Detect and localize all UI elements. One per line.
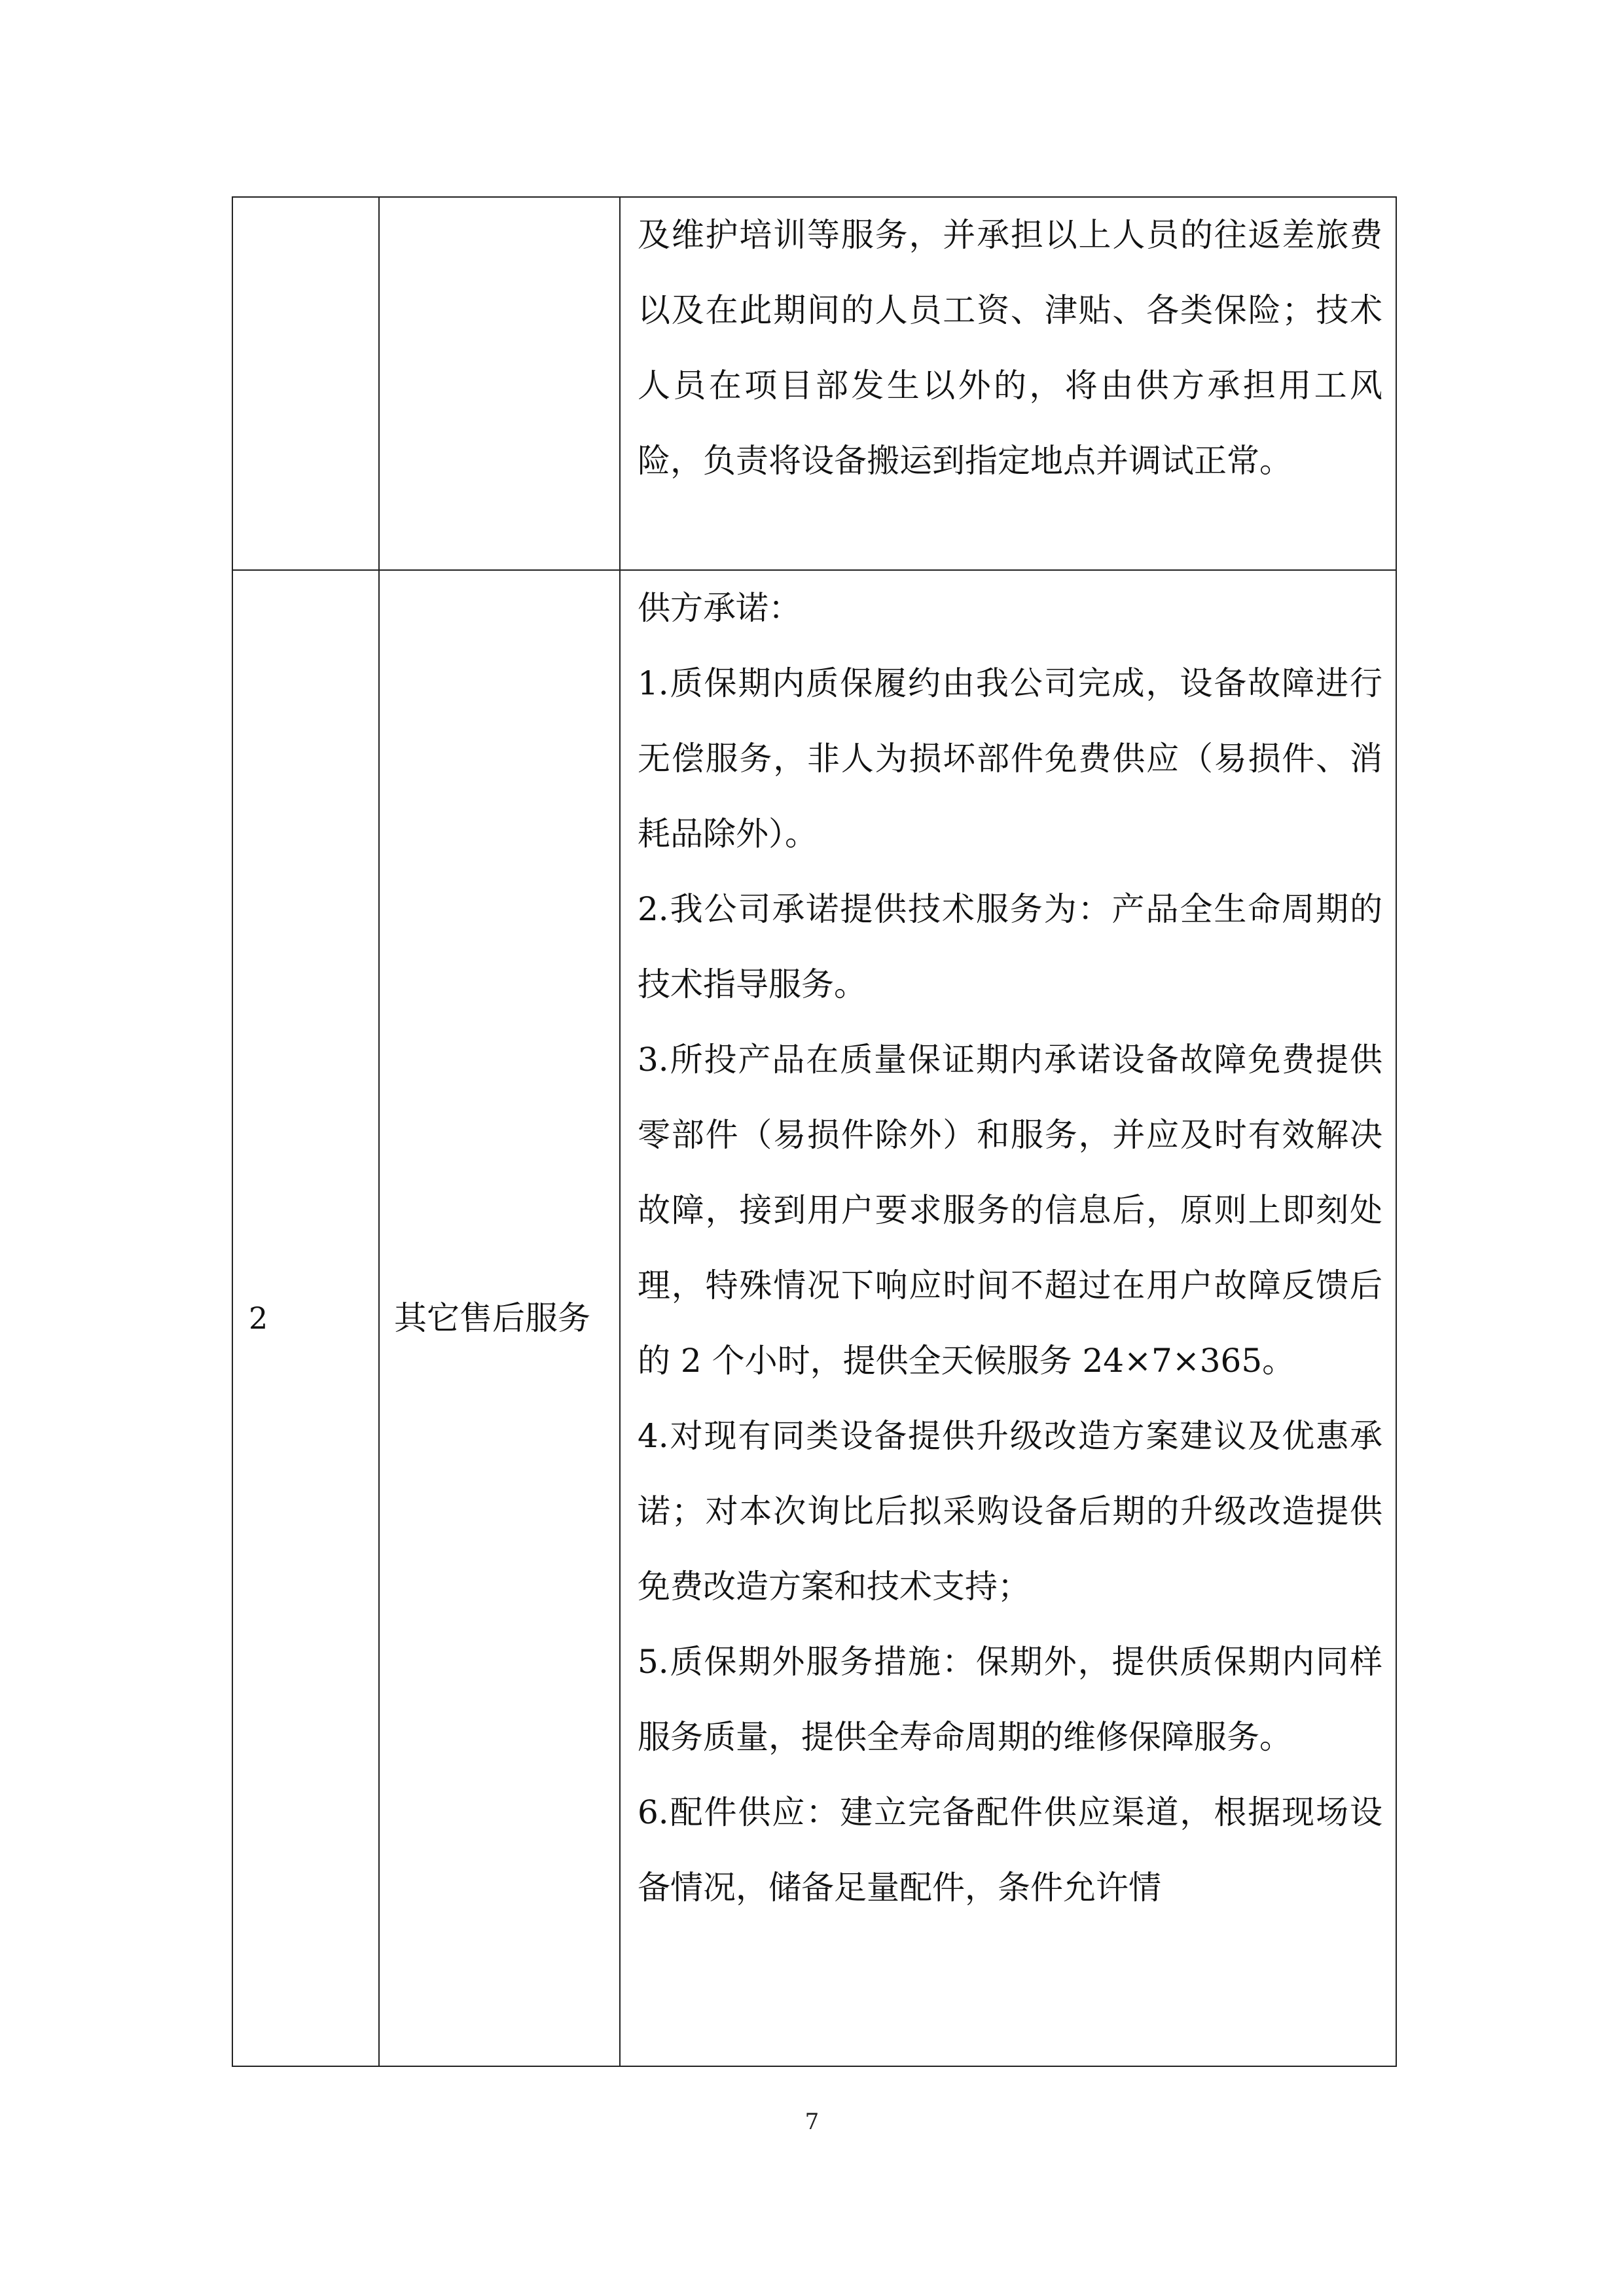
content-cell — [620, 197, 1396, 570]
service-table — [232, 196, 1397, 2067]
row-number-cell: 2 — [232, 570, 379, 2066]
item-name-cell: 其它售后服务 — [379, 570, 620, 2066]
item-name-cell — [379, 197, 620, 570]
commitment-intro: 供方承诺： — [638, 589, 801, 627]
commitment-item: 5.质保期外服务措施：保期外，提供质保期内同样服务质量，提供全寿命周期的维修保障服务。 — [638, 1643, 1382, 1756]
commitment-item: 3.所投产品在质量保证期内承诺设备故障免费提供零部件（易损件除外）和服务，并应及时有效解决故障，接到用户要求服务的信息后，原则上即刻处理，特殊情况下响应时间不超过在用户故障反馈后的 2 个小时，提供全天候服务 24×7×365。 — [638, 1041, 1382, 1380]
page-number: 7 — [804, 2109, 820, 2135]
table-row — [232, 570, 1396, 2066]
row-number-cell — [232, 197, 379, 570]
commitment-item: 2.我公司承诺提供技术服务为：产品全生命周期的技术指导服务。 — [638, 890, 1382, 1003]
continued-paragraph: 及维护培训等服务，并承担以上人员的往返差旅费以及在此期间的人员工资、津贴、各类保险；技术人员在项目部发生以外的，将由供方承担用工风险，负责将设备搬运到指定地点并调试正常。 — [638, 216, 1382, 480]
commitment-item: 6.配件供应：建立完备配件供应渠道，根据现场设备情况，储备足量配件，条件允许情 — [638, 1793, 1382, 1907]
content-cell — [620, 570, 1396, 2066]
commitment-item: 4.对现有同类设备提供升级改造方案建议及优惠承诺；对本次询比后拟采购设备后期的升级改造提供免费改造方案和技术支持； — [638, 1417, 1382, 1605]
table-row — [232, 197, 1396, 570]
commitment-item: 1.质保期内质保履约由我公司完成，设备故障进行无偿服务，非人为损坏部件免费供应（易损件、消耗品除外）。 — [638, 664, 1382, 853]
